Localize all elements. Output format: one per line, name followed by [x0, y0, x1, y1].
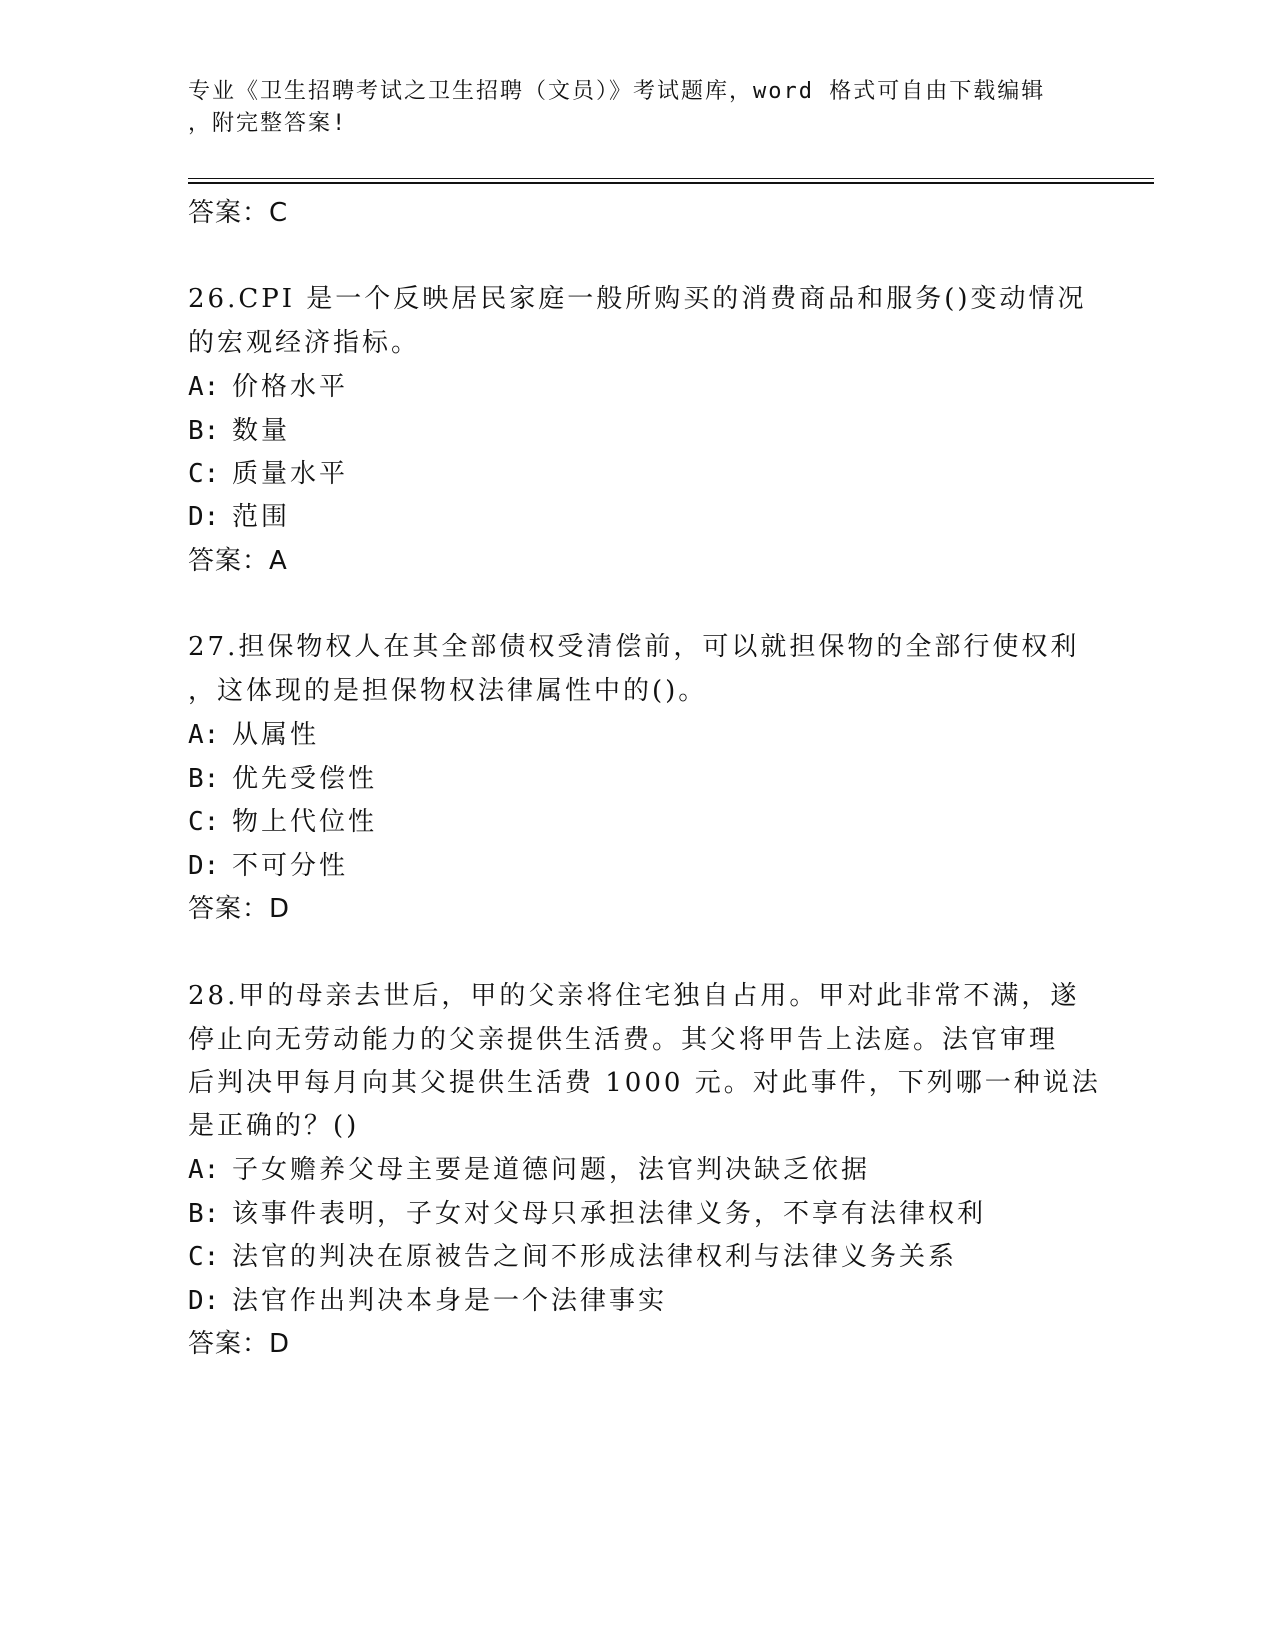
option-letter: C: [188, 459, 220, 489]
question-27-line-1: 27.担保物权人在其全部债权受清偿前，可以就担保物的全部行使权利 [188, 632, 1080, 662]
option-text: 质量水平 [232, 459, 349, 489]
option-letter: C: [188, 807, 220, 837]
question-26-answer: 答案：A [188, 546, 288, 576]
question-28-option-a [188, 1149, 870, 1186]
question-27-answer: 答案：D [188, 894, 291, 924]
previous-answer: 答案：C [188, 198, 289, 228]
header-divider [188, 178, 1154, 179]
option-text: 从属性 [232, 720, 320, 750]
question-27-option-d [188, 845, 348, 882]
question-26-option-a [188, 366, 348, 403]
option-letter: D: [188, 502, 220, 532]
option-letter: D: [188, 851, 220, 881]
option-text: 子女赡养父母主要是道德问题，法官判决缺乏依据 [232, 1155, 871, 1185]
option-text: 法官的判决在原被告之间不形成法律权利与法律义务关系 [232, 1242, 958, 1272]
question-26-line-1: 26.CPI 是一个反映居民家庭一般所购买的消费商品和服务()变动情况 [188, 284, 1087, 314]
question-28-line-2: 停止向无劳动能力的父亲提供生活费。其父将甲告上法庭。法官审理 [188, 1025, 1059, 1055]
question-26-line-2: 的宏观经济指标。 [188, 328, 421, 358]
option-text: 价格水平 [232, 372, 349, 402]
question-27-line-2: ，这体现的是担保物权法律属性中的()。 [188, 676, 708, 706]
option-letter: A: [188, 372, 220, 402]
question-27-option-b [188, 758, 377, 795]
option-letter: D: [188, 1286, 220, 1316]
option-letter: C: [188, 1242, 220, 1272]
question-28-line-1: 28.甲的母亲去世后，甲的父亲将住宅独自占用。甲对此非常不满，遂 [188, 981, 1080, 1011]
option-letter: B: [188, 416, 220, 446]
option-letter: B: [188, 1199, 220, 1229]
question-28-answer: 答案：D [188, 1329, 291, 1359]
question-27-option-c [188, 801, 377, 838]
option-text: 物上代位性 [232, 807, 378, 837]
option-text: 不可分性 [232, 851, 349, 881]
document-header-line-2: ，附完整答案! [188, 111, 348, 136]
header-divider-thick [188, 182, 1154, 184]
option-text: 法官作出判决本身是一个法律事实 [232, 1286, 668, 1316]
question-26-option-c [188, 453, 348, 490]
option-text: 范围 [232, 502, 291, 532]
document-header-line-1: 专业《卫生招聘考试之卫生招聘（文员）》考试题库，word 格式可自由下载编辑 [188, 79, 1046, 104]
question-28-option-d [188, 1280, 667, 1317]
question-26-option-b [188, 410, 290, 447]
question-28-line-3: 后判决甲每月向其父提供生活费 1000 元。对此事件，下列哪一种说法 [188, 1068, 1101, 1098]
option-text: 数量 [232, 416, 291, 446]
question-28-line-4: 是正确的？() [188, 1111, 360, 1141]
question-28-option-b [188, 1193, 986, 1230]
option-letter: A: [188, 720, 220, 750]
option-text: 优先受偿性 [232, 764, 378, 794]
option-letter: B: [188, 764, 220, 794]
question-28-option-c [188, 1236, 957, 1273]
question-27-option-a [188, 714, 319, 751]
question-26-option-d [188, 496, 290, 533]
option-letter: A: [188, 1155, 220, 1185]
option-text: 该事件表明，子女对父母只承担法律义务，不享有法律权利 [232, 1199, 987, 1229]
